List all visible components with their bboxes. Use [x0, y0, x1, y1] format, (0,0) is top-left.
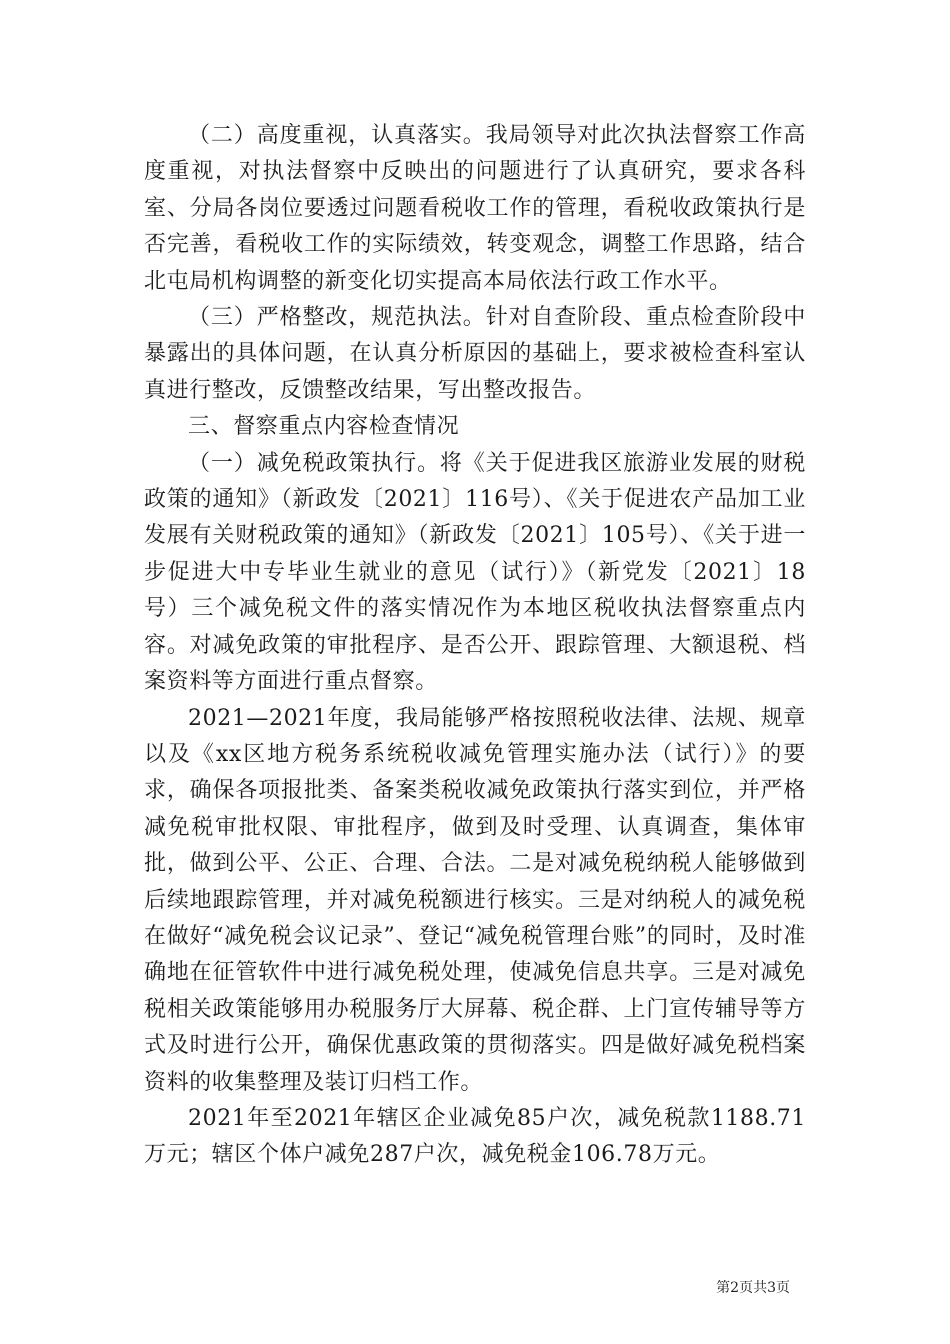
paragraph-importance: （二）高度重视，认真落实。我局领导对此次执法督察工作高度重视，对执法督察中反映出的问题进行了认真研究，要求各科室、分局各岗位要透过问题看税收工作的管理，看税收政策执行是否完善，看税收工作的实际绩效，转变观念，调整工作思路，结合北屯局机构调整的新变化切实提高本局依法行政工作水平。: [144, 123, 806, 294]
paragraph-rectification: （三）严格整改，规范执法。针对自查阶段、重点检查阶段中暴露出的具体问题，在认真分析原因的基础上，要求被检查科室认真进行整改，反馈整改结果，写出整改报告。: [144, 305, 806, 403]
paragraph-annual-summary: 2021—2021年度，我局能够严格按照税收法律、法规、规章以及《xx区地方税务系统税收减免管理实施办法（试行）》的要求，确保各项报批类、备案类税收减免政策执行落实到位，并严格减免税审批权限、审批程序，做到及时受理、认真调查，集体审批，做到公平、公正、合理、合法。二是对减免税纳税人能够做到后续地跟踪管理，并对减免税额进行核实。三是对纳税人的减免税在做好“减免税会议记录”、登记“减免税管理台账”的同时，及时准确地在征管软件中进行减免税处理，使减免信息共享。三是对减免税相关政策能够用办税服务厅大屏幕、税企群、上门宣传辅导等方式及时进行公开，确保优惠政策的贯彻落实。四是做好减免税档案资料的收集整理及装订归档工作。: [144, 705, 806, 1095]
paragraph-statistics: 2021年至2021年辖区企业减免85户次，减免税款1188.71万元；辖区个体户减免287户次，减免税金106.78万元。: [144, 1105, 806, 1168]
paragraph-tax-relief-policy: （一）减免税政策执行。将《关于促进我区旅游业发展的财税政策的通知》（新政发〔2021〕116号）、《关于促进农产品加工业发展有关财税政策的通知》（新政发〔2021〕105号）、《关于进一步促进大中专毕业生就业的意见（试行）》（新党发〔2021〕18号）三个减免税文件的落实情况作为本地区税收执法督察重点内容。对减免政策的审批程序、是否公开、跟踪管理、大额退税、档案资料等方面进行重点督察。: [144, 450, 806, 695]
document-body: [144, 118, 806, 1174]
page-number: 第2页共3页: [716, 1280, 790, 1296]
section-heading: 三、督察重点内容检查情况: [188, 414, 460, 440]
